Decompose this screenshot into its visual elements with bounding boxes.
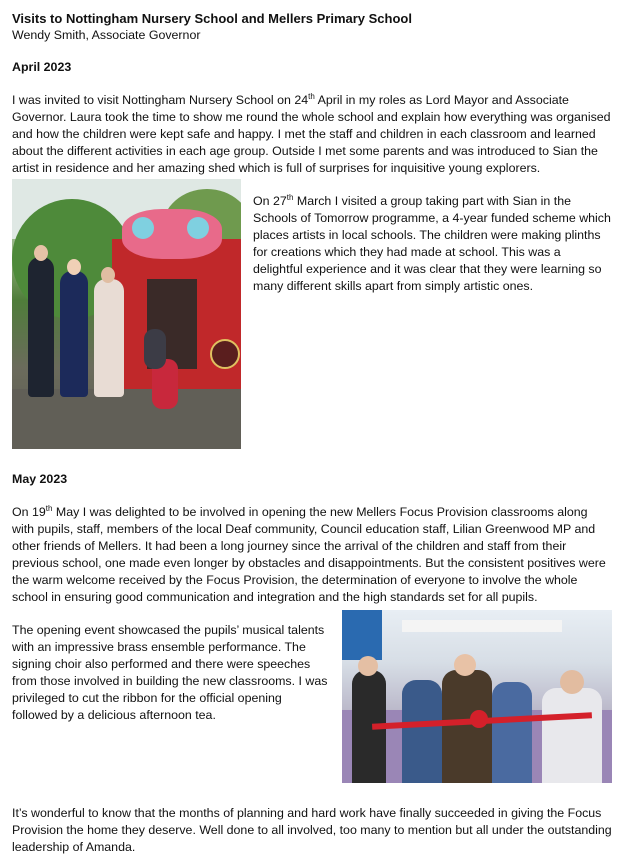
may-paragraph-2: The opening event showcased the pupils’ musical talents with an impressive brass ensemble performance. The signing choir also performed and there were speeches from those involved in building the new classrooms. I was privileged to cut the ribbon for the official opening followed by a delicious afternoon tea. [12, 623, 328, 722]
may-p1-text-a: On 19 [12, 505, 46, 519]
nursery-visit-photo [12, 179, 241, 449]
section-heading-may: May 2023 [12, 472, 68, 486]
may-paragraph-1 [12, 504, 612, 606]
ribbon-cutting-photo [342, 610, 612, 783]
may-paragraph-3: It’s wonderful to know that the months of planning and hard work have finally succeeded in giving the Focus Provision the home they deserve. Well done to all involved, too many to mention but all under the outstanding leadership of Amanda. [12, 806, 612, 854]
april-p2-ordinal: th [286, 192, 294, 202]
document-title: Visits to Nottingham Nursery School and Mellers Primary School [12, 11, 412, 26]
document-author: Wendy Smith, Associate Governor [12, 28, 201, 42]
may-p1-text-b: May I was delighted to be involved in opening the new Mellers Focus Provision classrooms along with pupils, staff, members of the local Deaf community, Council education staff, Lilian Greenwood MP and other friends of Mellers. It had been a long journey since the arrival of the children and staff from their previous school, one made even longer by obstacles and disappointments. But the consistent positives were the warm welcome received by the Focus Provision, the determination of everyone to involve the whole school in ensuring good communication and integration and the high standards set for all pupils. [12, 505, 606, 604]
april-p1-text-b: April in my roles as Lord Mayor and Associate Governor. Laura took the time to show me round the whole school and explain how everything was organised and how the children were kept safe and happy. I met the staff and children in each classroom and learned about the different activities in each age group. Outside I met some parents and was introduced to Sian the artist in residence and her amazing shed which is full of surprises for inquisitive young explorers. [12, 93, 611, 175]
april-p1-ordinal: th [308, 91, 315, 101]
april-p2-text-a: On 27 [253, 194, 287, 208]
section-heading-april: April 2023 [12, 60, 72, 74]
april-paragraph-1 [12, 92, 612, 177]
april-p1-text-a: I was invited to visit Nottingham Nursery School on 24 [12, 93, 309, 107]
may-p1-ordinal: th [45, 503, 53, 513]
april-p2-text-b: March I visited a group taking part with Sian in the Schools of Tomorrow programme, a 4-year funded scheme which places artists in local schools. The children were making plinths for creations which they had made at school. This was a delightful experience and it was clear that they were learning so many different skills apart from simply artistic ones. [253, 194, 611, 293]
document-page [12, 10, 612, 856]
